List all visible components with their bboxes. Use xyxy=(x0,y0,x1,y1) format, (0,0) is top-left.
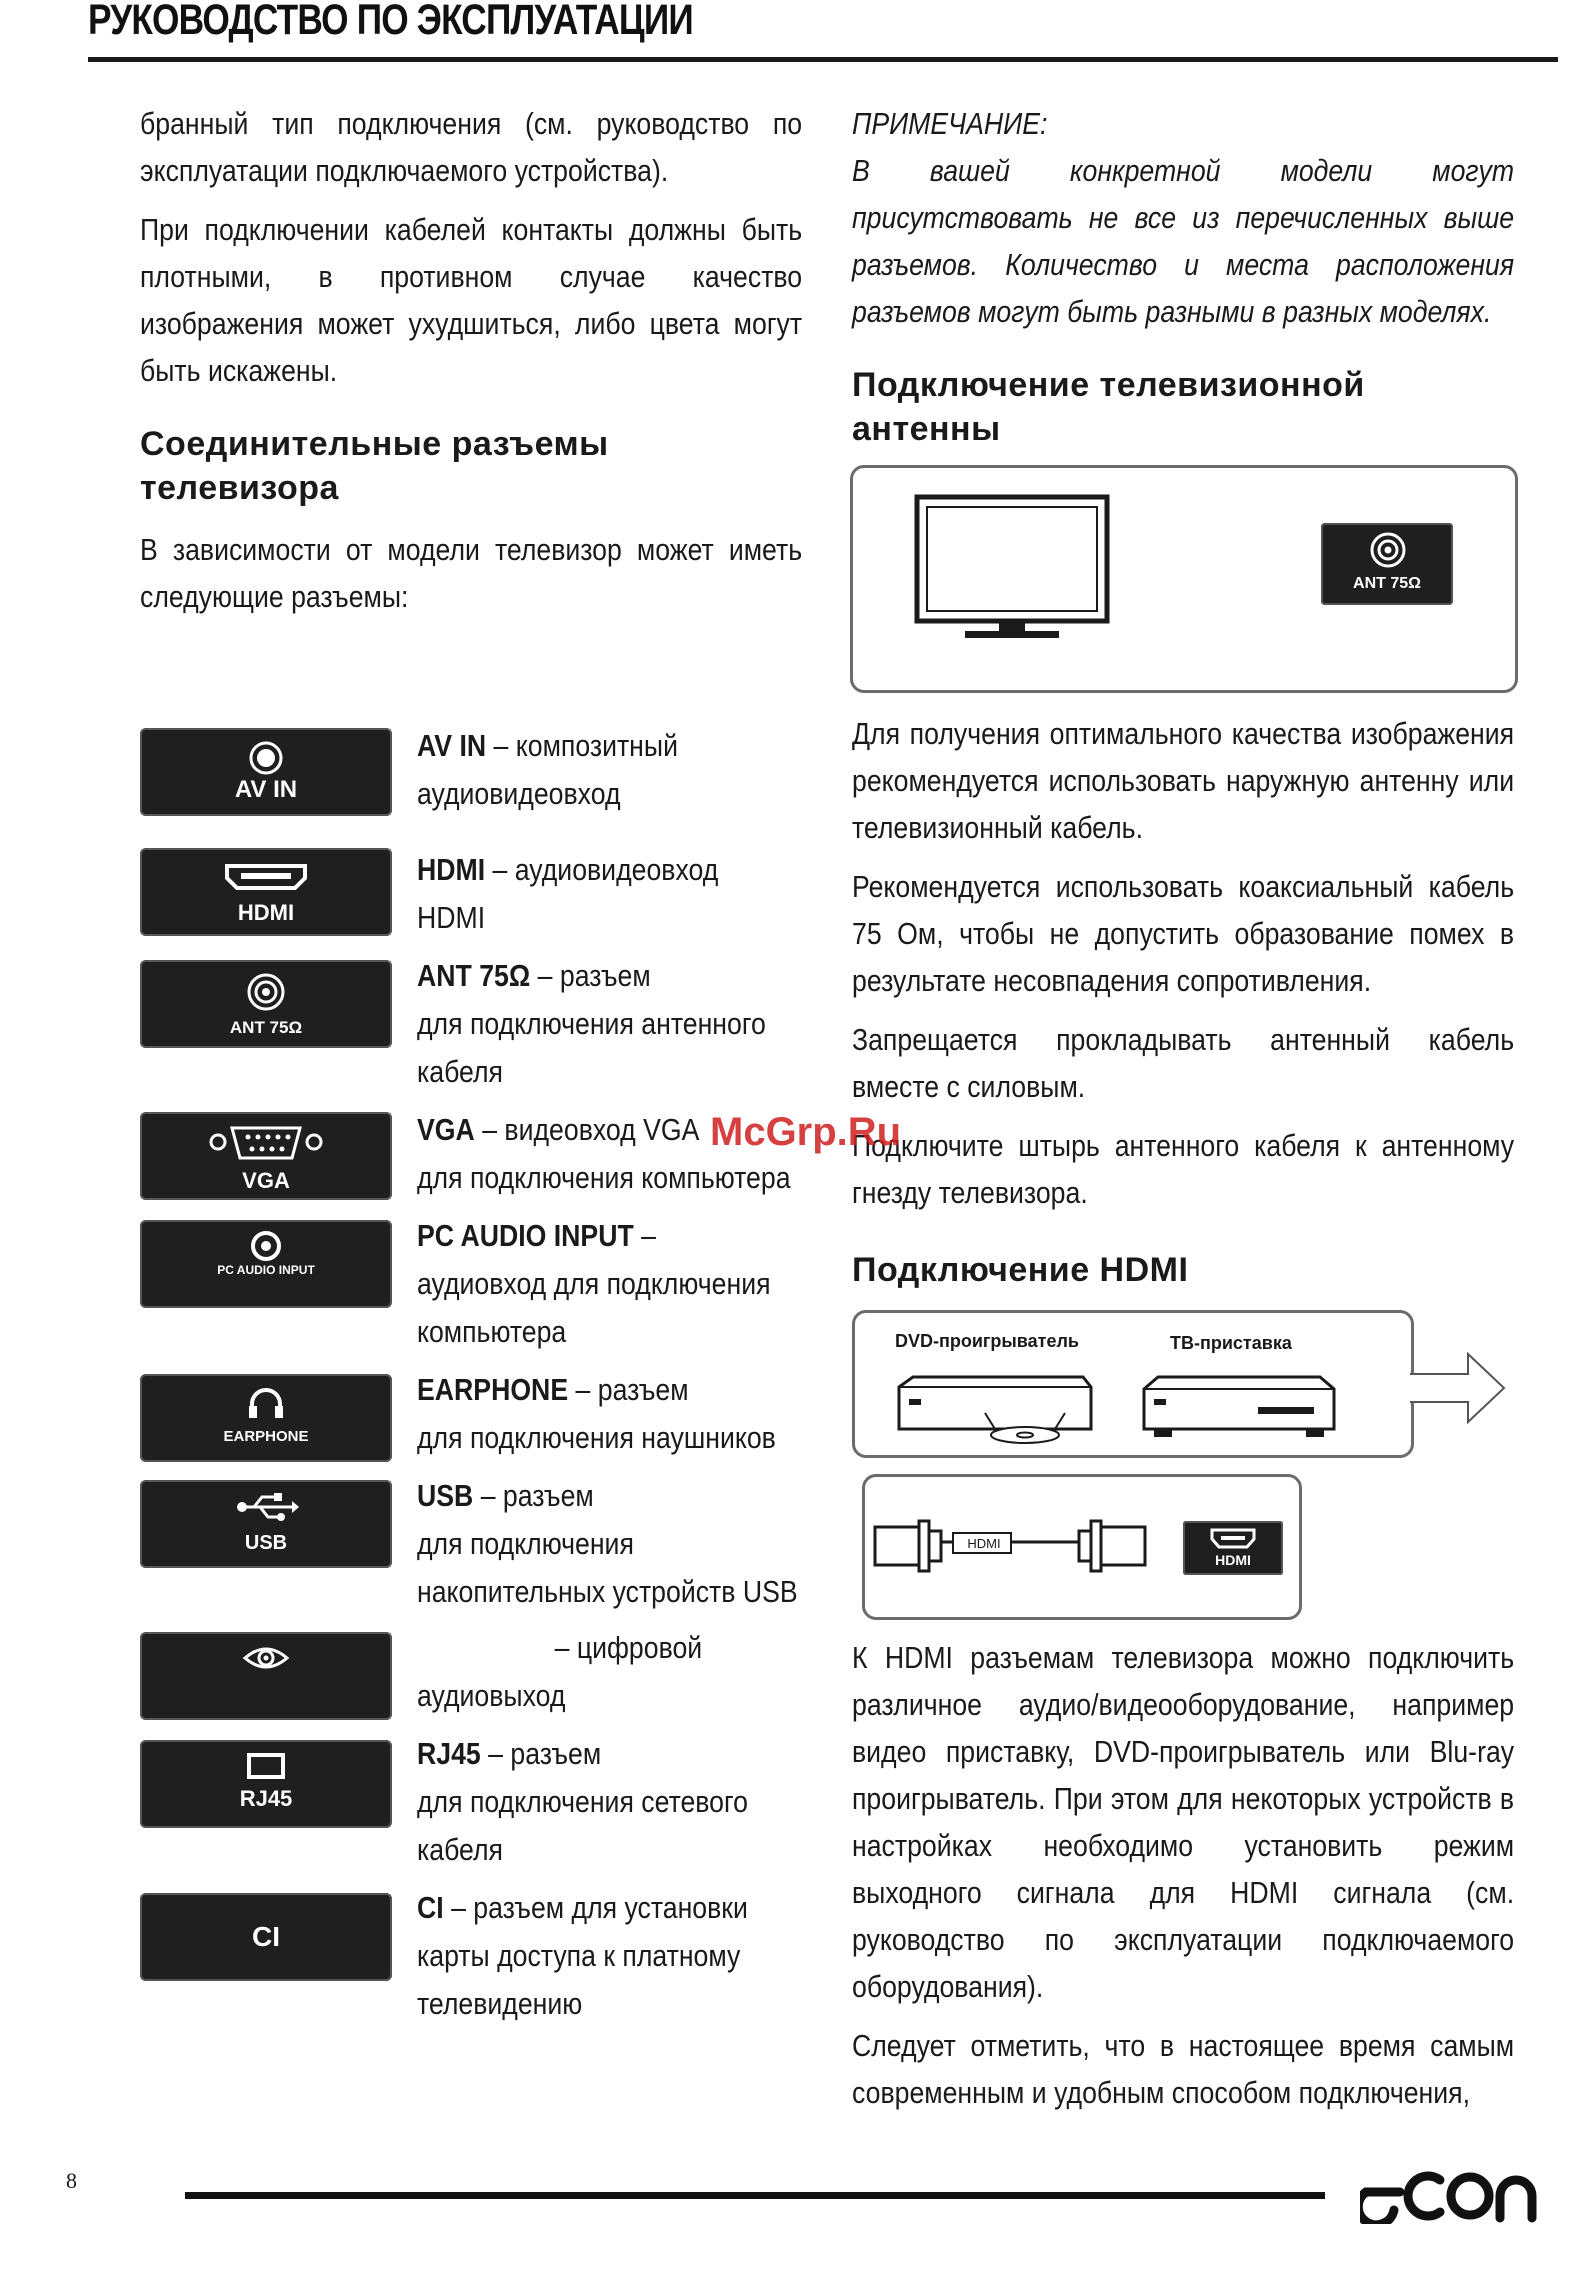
tv-icon xyxy=(913,493,1113,648)
hdmi-cable-icon xyxy=(869,1513,1169,1579)
connector-description xyxy=(417,722,678,818)
left-column-text xyxy=(140,100,802,632)
connector-text: – разъем xyxy=(568,1372,689,1407)
antenna-jack-icon xyxy=(1369,531,1407,569)
hdmi-cable-figure xyxy=(862,1474,1302,1620)
paragraph: Подключите штырь антенного кабеля к антенному гнезду телевизора. xyxy=(852,1128,1515,1210)
antenna-figure xyxy=(850,465,1518,693)
connector-badge-rj45 xyxy=(140,1740,392,1828)
paragraph: Следует отметить, что в настоящее время самым современным и удобным способом подключения, xyxy=(852,2028,1515,2110)
connector-badge-label: ANT 75Ω xyxy=(229,1018,303,1037)
connector-badge-ant xyxy=(140,960,392,1048)
connector-badge-optical xyxy=(140,1632,392,1720)
dvd-label: DVD-проигрыватель xyxy=(895,1331,1079,1351)
paragraph: Для получения оптимального качества изображения рекомендуется использовать наружную антенну или телевизионный кабель. xyxy=(852,716,1515,845)
connector-description xyxy=(417,1730,748,1874)
ant-port-label: ANT 75Ω xyxy=(1353,575,1421,592)
footer-rule xyxy=(185,2192,1325,2199)
paragraph: Рекомендуется использовать коаксиальный кабель 75 Ом, чтобы не допустить образование помех в результате несовпадения сопротивления. xyxy=(852,869,1515,998)
right-column-antenna-text xyxy=(852,710,1514,1292)
connector-name: EARPHONE xyxy=(417,1372,569,1407)
connector-text: – аудиовидеовход xyxy=(485,852,719,887)
connector-badge-av-in xyxy=(140,728,392,816)
circle-jack-icon xyxy=(248,740,284,776)
hdmi-port-label: HDMI xyxy=(1215,1552,1251,1568)
connector-text: – разъем xyxy=(473,1478,594,1513)
connector-description xyxy=(417,1624,702,1720)
usb-icon xyxy=(236,1492,300,1522)
connector-name: HDMI xyxy=(417,852,486,887)
connector-text: кабеля xyxy=(417,1832,503,1867)
paragraph: бранный тип подключения (см. руководство по эксплуатации подключаемого устройства). xyxy=(140,106,803,188)
optical-out-icon xyxy=(242,1642,290,1674)
connector-text: для подключения наушников xyxy=(417,1420,776,1455)
connector-text: – разъем для установки xyxy=(443,1890,748,1925)
section-heading-antenna: Подключение телевизионной антенны xyxy=(852,366,1365,448)
ant-port-badge xyxy=(1321,523,1453,605)
connector-badge-label: HDMI xyxy=(237,900,295,925)
connector-badge-label: AV IN xyxy=(234,776,298,803)
hdmi-port-badge xyxy=(1183,1521,1283,1575)
connector-name: USB xyxy=(417,1478,474,1513)
connector-description xyxy=(417,846,718,942)
page-header-title: РУКОВОДСТВО ПО ЭКСПЛУАТАЦИИ xyxy=(88,0,693,44)
note-title: ПРИМЕЧАНИЕ: xyxy=(852,106,1048,141)
page-number: 8 xyxy=(66,2168,77,2193)
connector-description xyxy=(417,952,766,1096)
connector-text: – композитный xyxy=(486,728,678,763)
section-heading-connectors: Соединительные разъемы телевизора xyxy=(140,425,609,507)
rj45-port-icon xyxy=(246,1752,286,1780)
paragraph: В зависимости от модели телевизор может иметь следующие разъемы: xyxy=(140,532,803,614)
connector-text: – цифровой xyxy=(554,1630,703,1665)
watermark: McGrp.Ru xyxy=(710,1110,902,1154)
connector-text: телевидению xyxy=(417,1986,583,2021)
connector-text: для подключения xyxy=(417,1526,634,1561)
connector-text: HDMI xyxy=(417,900,486,935)
cable-label: HDMI xyxy=(967,1536,1001,1551)
connector-description xyxy=(417,1472,798,1616)
paragraph: К HDMI разъемам телевизора можно подключить различное аудио/видеооборудование, например видео приставку, DVD-проигрыватель или Blu-ray проигрыватель. При этом для некоторых устройств в настройках необходимо установить режим выходного сигнала для HDMI сигнала (см. руководство по эксплуатации подключаемого оборудования). xyxy=(852,1640,1515,2004)
connector-name: AV IN xyxy=(417,728,487,763)
connector-text: накопительных устройств USB xyxy=(417,1574,798,1609)
section-heading-hdmi: Подключение HDMI xyxy=(852,1251,1189,1289)
connector-badge-earphone xyxy=(140,1374,392,1462)
paragraph: При подключении кабелей контакты должны быть плотными, в противном случае качество изображения может ухудшиться, либо цвета могут быть искажены. xyxy=(140,212,803,388)
stb-label: ТВ-приставка xyxy=(1170,1333,1292,1353)
connector-text: аудиовход для подключения xyxy=(417,1266,771,1301)
note-text: В вашей конкретной модели могут присутствовать не все из перечисленных выше разъемов. Количество и места расположения разъемов могут быть разными в разных моделях. xyxy=(852,153,1515,329)
connector-text: аудиовидеовход xyxy=(417,776,621,811)
connector-text: – разъем xyxy=(480,1736,602,1771)
connector-text: – разъем xyxy=(530,958,651,993)
dvd-player-icon xyxy=(895,1373,1095,1445)
connector-badge-hdmi xyxy=(140,848,392,936)
connector-badge-usb xyxy=(140,1480,392,1568)
connector-badge-label: VGA xyxy=(242,1168,290,1193)
connector-badge-label: USB xyxy=(244,1532,288,1554)
connector-text: компьютера xyxy=(417,1314,567,1349)
connector-name: CI xyxy=(417,1890,444,1925)
hdmi-port-icon xyxy=(1209,1527,1257,1551)
connector-name: VGA xyxy=(417,1112,475,1147)
connector-badge-vga xyxy=(140,1112,392,1200)
connector-text: – xyxy=(633,1218,656,1253)
header-rule xyxy=(88,57,1558,62)
connector-description xyxy=(417,1366,776,1462)
connector-badge-label: RJ45 xyxy=(239,1786,293,1811)
connector-badge-label: EARPHONE xyxy=(223,1428,309,1445)
connector-name: ANT 75Ω xyxy=(417,958,531,993)
connector-text: – видеовход VGA xyxy=(474,1112,700,1147)
audio-jack-icon xyxy=(250,1230,282,1262)
connector-badge-label: PC AUDIO INPUT xyxy=(217,1263,315,1277)
connector-text: для подключения компьютера xyxy=(417,1160,791,1195)
connector-text: аудиовыход xyxy=(417,1678,566,1713)
connector-name: RJ45 xyxy=(417,1736,481,1771)
connector-text: карты доступа к платному xyxy=(417,1938,741,1973)
right-column-note xyxy=(852,100,1514,451)
connector-description xyxy=(417,1212,771,1356)
connector-badge-ci xyxy=(140,1893,392,1981)
hdmi-port-icon xyxy=(223,862,309,892)
right-column-hdmi-text xyxy=(852,1634,1514,2128)
connector-description xyxy=(417,1884,748,2028)
set-top-box-icon xyxy=(1140,1373,1340,1443)
vga-port-icon xyxy=(206,1122,326,1166)
connector-text: для подключения антенного xyxy=(417,1006,766,1041)
connector-text: для подключения сетевого xyxy=(417,1784,748,1819)
paragraph: Запрещается прокладывать антенный кабель вместе с силовым. xyxy=(852,1022,1515,1104)
headphones-icon xyxy=(246,1384,286,1420)
connector-name: PC AUDIO INPUT xyxy=(417,1218,634,1253)
econ-logo xyxy=(1360,2166,1540,2224)
connector-badge-pc-audio xyxy=(140,1220,392,1308)
arrow-right-icon xyxy=(1408,1350,1508,1426)
ci-slot-icon: CI xyxy=(252,1921,280,1952)
connector-text: кабеля xyxy=(417,1054,503,1089)
hdmi-devices-figure xyxy=(852,1310,1414,1458)
antenna-jack-icon xyxy=(246,972,286,1012)
